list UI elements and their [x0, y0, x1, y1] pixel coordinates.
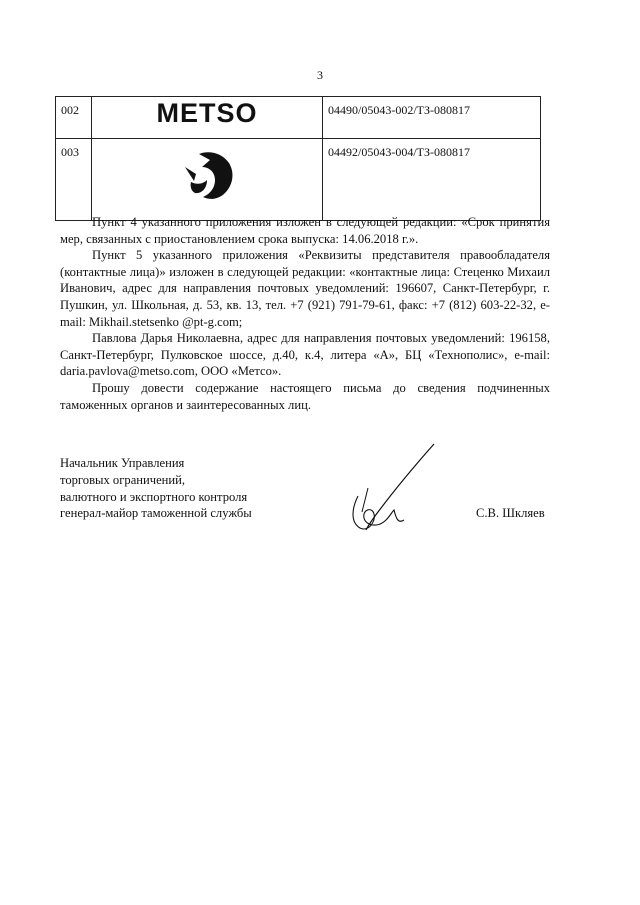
paragraph-request: Прошу довести содержание настоящего письма до сведения подчиненных таможенных органов и заинтересованных лиц. [60, 380, 550, 412]
signatory-title [60, 455, 252, 522]
signatory-line: Начальник Управления [60, 456, 185, 470]
mark-image [92, 139, 323, 221]
metso-symbol-logo [177, 145, 237, 209]
signatory-line: генерал-майор таможенной службы [60, 506, 252, 521]
registration-number: 04492/05043-004/ТЗ-080817 [323, 139, 541, 221]
metso-logo: METSO [156, 98, 258, 128]
mark-image [92, 97, 323, 139]
registration-number: 04490/05043-002/ТЗ-080817 [323, 97, 541, 139]
paragraph-item4: Пункт 4 указанного приложения изложен в следующей редакции: «Срок принятия мер, связанных с приостановлением срока выпуска: 14.06.2018 г.». [60, 215, 550, 246]
signatory-line: торговых ограничений, [60, 472, 186, 487]
paragraph-contact-pavlova: Павлова Дарья Николаевна, адрес для направления почтовых уведомлений: 196158, Санкт-Петербург, Пулковское шоссе, д.40, к.4, литера «А», БЦ «Технополис», e-mail: daria.pavlova@metso.com, ООО «Метсо». [60, 331, 550, 379]
trademark-table [55, 96, 541, 221]
mark-number: 003 [56, 139, 92, 221]
page-number: 3 [317, 68, 323, 82]
table-row [56, 139, 541, 221]
signatory-line: валютного и экспортного контроля [60, 489, 248, 504]
paragraph-item5: Пункт 5 указанного приложения «Реквизиты представителя правообладателя (контактные лица)» изложен в следующей редакции: «контактные лица: Стеценко Михаил Иванович, адрес для направления почтовых уведомлений: 196607, Санкт-Петербург, г. Пушкин, ул. Школьная, д. 53, кв. 13, тел. +7 (921) 791-79-61, факс: +7 (812) 603-22-32, e-mail: Mikhail.stetsenko @pt-g.com; [60, 248, 550, 329]
table-row [56, 97, 541, 139]
handwritten-signature [338, 440, 448, 535]
signatory-name: С.В. Шкляев [476, 506, 545, 520]
letter-body [60, 214, 550, 413]
mark-number: 002 [56, 97, 92, 139]
